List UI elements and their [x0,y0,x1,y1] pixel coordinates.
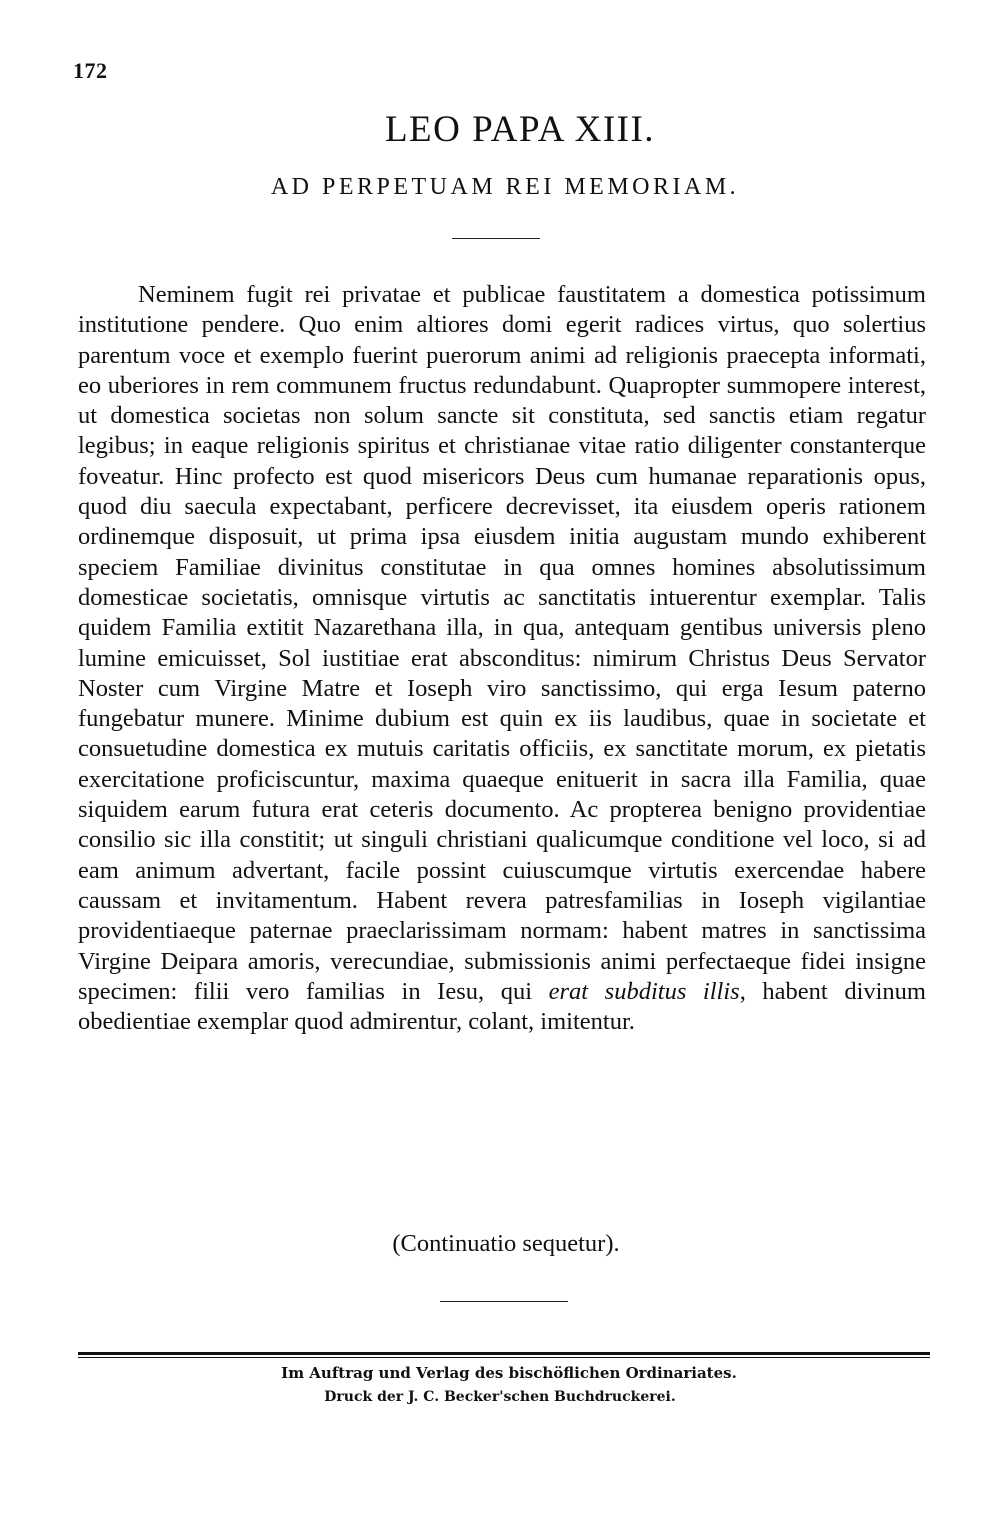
footer-thin-rule [78,1357,930,1358]
document-subtitle: AD PERPETUAM REI MEMORIAM. [270,174,740,200]
continuation-note: (Continuatio sequetur). [392,1230,620,1257]
page-number: 172 [73,58,108,83]
body-text-italic: erat subditus illis [548,977,740,1005]
body-text-part-1: Neminem fugit rei privatae et publicae faustitatem a domestica potissimum institutione pendere. Quo enim altiores domi egerit radices virtus, quo solertius parentum voce et exemplo fuerint puerorum animi ad religionis praecepta informati, eo uberiores in rem communem fructus redundabunt. Quapropter summopere interest, ut domestica societas non solum sancte sit constituta, sed sanctis etiam regatur legibus; in eaque religionis spiritus et christianae vitae ratio diligenter constanterque foveatur. Hinc profecto est quod misericors Deus cum humanae reparationis opus, quod diu saecula expectabant, perficere decrevisset, ita eiusdem operis rationem ordinemque disposuit, ut prima ipsa eiusdem initia augustam mundo exhiberent speciem Familiae divinitus constitutae in qua omnes homines absolutissimum domesticae societatis, omnisque virtutis ac sanctitatis intuerentur exemplar. Talis quidem Familia extitit Nazarethana illa, in qua, antequam gentibus universis pleno lumine emicuisset, Sol iustitiae erat absconditus: nimirum Christus Deus Servator Noster cum Virgine Matre et Ioseph viro sanctissimo, qui erga Iesum paterno fungebatur munere. Minime dubium est quin ex iis laudibus, quae in societate et consuetudine domestica ex mutuis caritatis officiis, ex sanctitate morum, ex pietatis exercitatione proficiscuntur, maxima quaeque enituerit in sacra illa Familia, quae siquidem earum futura erat ceteris documento. Ac propterea benigno providentiae consilio sic illa constitit; ut singuli christiani qualicumque conditione vel loco, si ad eam animum advertant, facile possint cuiuscumque virtutis exercendae habere caussam et invitamentum. Habent revera patresfamilias in Ioseph vigilantiae providentiaeque paternae praeclarissimam normam: habent matres in sanctissima Virgine Deipara amoris, verecundiae, submissionis animi perfectaeque fidei insigne specimen: filii vero familias in Iesu, qui [78,281,926,1005]
document-title: LEO PAPA XIII. [384,109,656,150]
body-paragraph [78,280,926,1037]
imprint-printer-line: Druck der J. C. Becker'schen Buchdruckerei. [324,1389,676,1405]
body-text-part-2: , habent divinum obedientiae exemplar quod admirentur, colant, imitentur. [78,977,926,1036]
footer-thick-rule [78,1352,930,1355]
end-divider [440,1301,568,1302]
title-divider [452,238,540,239]
imprint-publisher-line: Im Auftrag und Verlag des bischöflichen Ordinariates. [281,1364,737,1382]
